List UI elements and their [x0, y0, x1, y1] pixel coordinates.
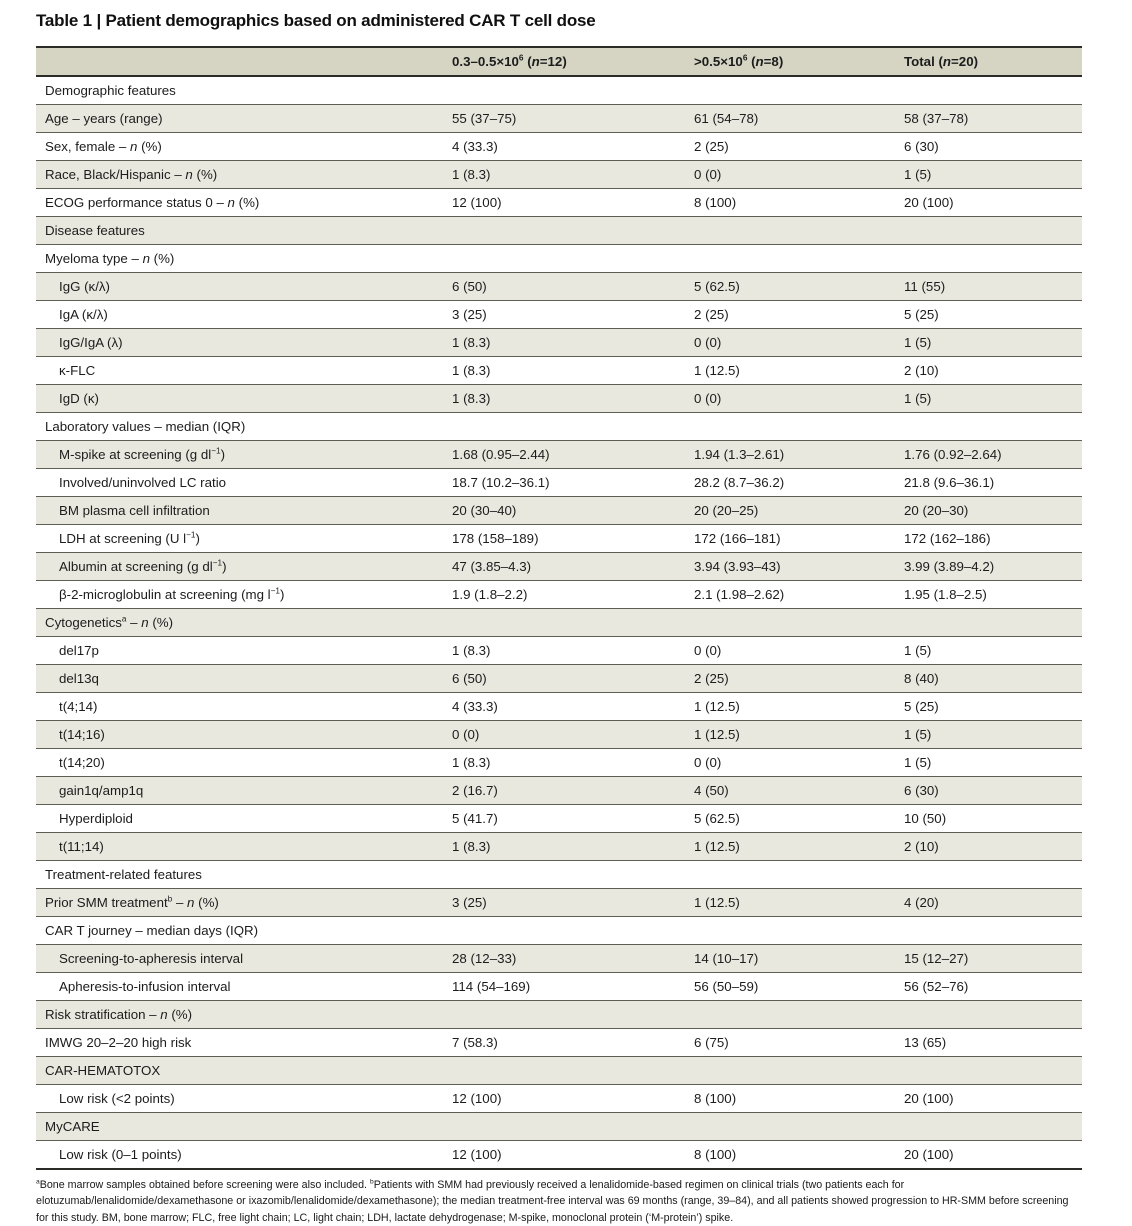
empty-cell	[443, 413, 685, 441]
cell-value: 5 (62.5)	[685, 273, 895, 301]
cell-value: 5 (25)	[895, 693, 1082, 721]
section-label: Treatment-related features	[36, 861, 443, 889]
cell-value: 7 (58.3)	[443, 1029, 685, 1057]
cell-value: 172 (162–186)	[895, 525, 1082, 553]
table-row	[36, 805, 1082, 833]
cell-value: 20 (30–40)	[443, 497, 685, 525]
column-header: Total (n=20)	[895, 47, 1082, 76]
row-label: IgG (κ/λ)	[36, 273, 443, 301]
section-row	[36, 1057, 1082, 1085]
cell-value: 2 (10)	[895, 833, 1082, 861]
row-label: Apheresis-to-infusion interval	[36, 973, 443, 1001]
empty-cell	[685, 609, 895, 637]
cell-value: 20 (100)	[895, 1085, 1082, 1113]
row-label: Hyperdiploid	[36, 805, 443, 833]
cell-value: 1 (8.3)	[443, 637, 685, 665]
cell-value: 6 (50)	[443, 665, 685, 693]
cell-value: 20 (100)	[895, 189, 1082, 217]
table-row	[36, 469, 1082, 497]
cell-value: 0 (0)	[685, 161, 895, 189]
cell-value: 1 (5)	[895, 329, 1082, 357]
column-header: $>0.5\times 10^6$ (n=8)	[685, 47, 895, 76]
section-row	[36, 76, 1082, 105]
section-row	[36, 917, 1082, 945]
cell-value: 1 (5)	[895, 161, 1082, 189]
section-label: Disease features	[36, 217, 443, 245]
cell-value: 1 (8.3)	[443, 385, 685, 413]
cell-value: 13 (65)	[895, 1029, 1082, 1057]
empty-cell	[685, 76, 895, 105]
row-label: t(11;14)	[36, 833, 443, 861]
table-body	[36, 76, 1082, 1169]
cell-value: 1.76 (0.92–2.64)	[895, 441, 1082, 469]
table-row	[36, 833, 1082, 861]
row-label: IMWG 20–2–20 high risk	[36, 1029, 443, 1057]
column-header	[36, 47, 443, 76]
cell-value: 4 (50)	[685, 777, 895, 805]
table-row	[36, 749, 1082, 777]
cell-value: 2 (10)	[895, 357, 1082, 385]
table-row	[36, 1141, 1082, 1170]
cell-value: 20 (100)	[895, 1141, 1082, 1170]
section-label: Myeloma type – n (%)	[36, 245, 443, 273]
empty-cell	[895, 413, 1082, 441]
table-title: Table 1 | Patient demographics based on administered CAR T cell dose	[36, 11, 596, 30]
cell-value: 3 (25)	[443, 889, 685, 917]
table-header-row	[36, 47, 1082, 76]
row-label: Sex, female – n (%)	[36, 133, 443, 161]
empty-cell	[685, 1113, 895, 1141]
demographics-table	[36, 46, 1082, 1170]
empty-cell	[443, 861, 685, 889]
cell-value: 1 (5)	[895, 721, 1082, 749]
cell-value: 1 (8.3)	[443, 329, 685, 357]
table-row	[36, 665, 1082, 693]
cell-value: 28 (12–33)	[443, 945, 685, 973]
row-label: t(14;20)	[36, 749, 443, 777]
row-label: Age – years (range)	[36, 105, 443, 133]
row-label: IgG/IgA (λ)	[36, 329, 443, 357]
table-row	[36, 385, 1082, 413]
cell-value: 2 (25)	[685, 133, 895, 161]
table-row	[36, 301, 1082, 329]
cell-value: 56 (52–76)	[895, 973, 1082, 1001]
cell-value: 0 (0)	[685, 329, 895, 357]
cell-value: 3.99 (3.89–4.2)	[895, 553, 1082, 581]
cell-value: 21.8 (9.6–36.1)	[895, 469, 1082, 497]
cell-value: 1 (8.3)	[443, 357, 685, 385]
table-head	[36, 47, 1082, 76]
cell-value: 12 (100)	[443, 1141, 685, 1170]
cell-value: 11 (55)	[895, 273, 1082, 301]
row-label: κ-FLC	[36, 357, 443, 385]
table-row	[36, 581, 1082, 609]
section-label: Cytogenetics$^a$ – n (%)	[36, 609, 443, 637]
row-label: Low risk (0–1 points)	[36, 1141, 443, 1170]
cell-value: 5 (62.5)	[685, 805, 895, 833]
cell-value: 1 (8.3)	[443, 161, 685, 189]
empty-cell	[895, 76, 1082, 105]
cell-value: 28.2 (8.7–36.2)	[685, 469, 895, 497]
row-label: del17p	[36, 637, 443, 665]
cell-value: 47 (3.85–4.3)	[443, 553, 685, 581]
cell-value: 1 (5)	[895, 749, 1082, 777]
row-label: Involved/uninvolved LC ratio	[36, 469, 443, 497]
row-label: LDH at screening (U $l^{-1}$)	[36, 525, 443, 553]
cell-value: 6 (75)	[685, 1029, 895, 1057]
row-label: Albumin at screening (g $dl^{-1}$)	[36, 553, 443, 581]
cell-value: 1.94 (1.3–2.61)	[685, 441, 895, 469]
table-row	[36, 273, 1082, 301]
cell-value: 2 (16.7)	[443, 777, 685, 805]
cell-value: 6 (50)	[443, 273, 685, 301]
row-label: gain1q/amp1q	[36, 777, 443, 805]
cell-value: 1.95 (1.8–2.5)	[895, 581, 1082, 609]
cell-value: 1 (8.3)	[443, 833, 685, 861]
cell-value: 1 (5)	[895, 637, 1082, 665]
section-label: Demographic features	[36, 76, 443, 105]
empty-cell	[443, 609, 685, 637]
cell-value: 6 (30)	[895, 133, 1082, 161]
cell-value: 3.94 (3.93–43)	[685, 553, 895, 581]
section-label: CAR T journey – median days (IQR)	[36, 917, 443, 945]
row-label: IgA (κ/λ)	[36, 301, 443, 329]
empty-cell	[895, 1001, 1082, 1029]
section-label: Risk stratification – n (%)	[36, 1001, 443, 1029]
table-row	[36, 693, 1082, 721]
cell-value: 8 (100)	[685, 1141, 895, 1170]
cell-value: 4 (20)	[895, 889, 1082, 917]
empty-cell	[895, 217, 1082, 245]
row-label: Screening-to-apheresis interval	[36, 945, 443, 973]
cell-value: 114 (54–169)	[443, 973, 685, 1001]
empty-cell	[895, 609, 1082, 637]
cell-value: 172 (166–181)	[685, 525, 895, 553]
empty-cell	[895, 1057, 1082, 1085]
section-row	[36, 609, 1082, 637]
table-row	[36, 133, 1082, 161]
table-row	[36, 553, 1082, 581]
cell-value: 4 (33.3)	[443, 693, 685, 721]
empty-cell	[685, 1057, 895, 1085]
row-label: M-spike at screening (g $dl^{-1}$)	[36, 441, 443, 469]
row-label: Prior SMM treatment$^b$ – n (%)	[36, 889, 443, 917]
cell-value: 14 (10–17)	[685, 945, 895, 973]
empty-cell	[443, 1057, 685, 1085]
table-row	[36, 105, 1082, 133]
cell-value: 178 (158–189)	[443, 525, 685, 553]
cell-value: 1 (5)	[895, 385, 1082, 413]
section-row	[36, 413, 1082, 441]
section-row	[36, 1001, 1082, 1029]
cell-value: 55 (37–75)	[443, 105, 685, 133]
empty-cell	[895, 245, 1082, 273]
cell-value: 2 (25)	[685, 301, 895, 329]
cell-value: 0 (0)	[443, 721, 685, 749]
table-row	[36, 441, 1082, 469]
row-label: ECOG performance status 0 – n (%)	[36, 189, 443, 217]
cell-value: 58 (37–78)	[895, 105, 1082, 133]
row-label: Race, Black/Hispanic – n (%)	[36, 161, 443, 189]
empty-cell	[443, 217, 685, 245]
cell-value: 0 (0)	[685, 637, 895, 665]
table-row	[36, 889, 1082, 917]
table-row	[36, 525, 1082, 553]
cell-value: 20 (20–25)	[685, 497, 895, 525]
cell-value: 3 (25)	[443, 301, 685, 329]
row-label: t(14;16)	[36, 721, 443, 749]
table-row	[36, 637, 1082, 665]
table-row	[36, 777, 1082, 805]
empty-cell	[685, 861, 895, 889]
section-row	[36, 1113, 1082, 1141]
table-footnote: $^a$Bone marrow samples obtained before screening were also included. $^b$Patients with SMM had previously received a lenalidomide-based regimen on clinical trials (two patients each for elotuzumab/lenalidomide/dexamethasone or ixazomib/lenalidomide/dexamethasone); the median treatment-free interval was 69 months (range, 39–84), and all patients showed progression to HR-SMM before screening for this study. BM, bone marrow; FLC, free light chain; LC, light chain; LDH, lactate dehydrogenase; M-spike, monoclonal protein (‘M-protein’) spike.	[36, 1178, 1069, 1224]
section-label: MyCARE	[36, 1113, 443, 1141]
cell-value: 2 (25)	[685, 665, 895, 693]
cell-value: 1.68 (0.95–2.44)	[443, 441, 685, 469]
cell-value: 18.7 (10.2–36.1)	[443, 469, 685, 497]
cell-value: 12 (100)	[443, 1085, 685, 1113]
cell-value: 8 (100)	[685, 1085, 895, 1113]
cell-value: 1 (12.5)	[685, 693, 895, 721]
empty-cell	[685, 1001, 895, 1029]
empty-cell	[895, 1113, 1082, 1141]
cell-value: 12 (100)	[443, 189, 685, 217]
cell-value: 0 (0)	[685, 749, 895, 777]
empty-cell	[443, 917, 685, 945]
row-label: t(4;14)	[36, 693, 443, 721]
table-row	[36, 329, 1082, 357]
empty-cell	[685, 245, 895, 273]
cell-value: 61 (54–78)	[685, 105, 895, 133]
cell-value: 1 (12.5)	[685, 889, 895, 917]
row-label: β-2-microglobulin at screening (mg $l^{-1}$)	[36, 581, 443, 609]
cell-value: 5 (41.7)	[443, 805, 685, 833]
cell-value: 2.1 (1.98–2.62)	[685, 581, 895, 609]
section-row	[36, 245, 1082, 273]
cell-value: 1 (12.5)	[685, 721, 895, 749]
table-row	[36, 497, 1082, 525]
empty-cell	[443, 1001, 685, 1029]
cell-value: 15 (12–27)	[895, 945, 1082, 973]
cell-value: 1 (8.3)	[443, 749, 685, 777]
section-label: Laboratory values – median (IQR)	[36, 413, 443, 441]
empty-cell	[443, 76, 685, 105]
table-row	[36, 945, 1082, 973]
row-label: Low risk (<2 points)	[36, 1085, 443, 1113]
table-row	[36, 1085, 1082, 1113]
section-label: CAR-HEMATOTOX	[36, 1057, 443, 1085]
cell-value: 8 (100)	[685, 189, 895, 217]
empty-cell	[895, 917, 1082, 945]
table-row	[36, 357, 1082, 385]
table-row	[36, 973, 1082, 1001]
cell-value: 8 (40)	[895, 665, 1082, 693]
cell-value: 4 (33.3)	[443, 133, 685, 161]
table-row	[36, 1029, 1082, 1057]
row-label: BM plasma cell infiltration	[36, 497, 443, 525]
section-row	[36, 217, 1082, 245]
section-row	[36, 861, 1082, 889]
empty-cell	[685, 217, 895, 245]
empty-cell	[443, 1113, 685, 1141]
row-label: IgD (κ)	[36, 385, 443, 413]
cell-value: 0 (0)	[685, 385, 895, 413]
cell-value: 1 (12.5)	[685, 833, 895, 861]
empty-cell	[895, 861, 1082, 889]
row-label: del13q	[36, 665, 443, 693]
cell-value: 1 (12.5)	[685, 357, 895, 385]
empty-cell	[685, 917, 895, 945]
cell-value: 10 (50)	[895, 805, 1082, 833]
cell-value: 56 (50–59)	[685, 973, 895, 1001]
cell-value: 6 (30)	[895, 777, 1082, 805]
column-header: $0.3-0.5\times 10^6$ (n=12)	[443, 47, 685, 76]
empty-cell	[443, 245, 685, 273]
cell-value: 20 (20–30)	[895, 497, 1082, 525]
table-row	[36, 721, 1082, 749]
cell-value: 1.9 (1.8–2.2)	[443, 581, 685, 609]
table-row	[36, 189, 1082, 217]
empty-cell	[685, 413, 895, 441]
table-row	[36, 161, 1082, 189]
cell-value: 5 (25)	[895, 301, 1082, 329]
